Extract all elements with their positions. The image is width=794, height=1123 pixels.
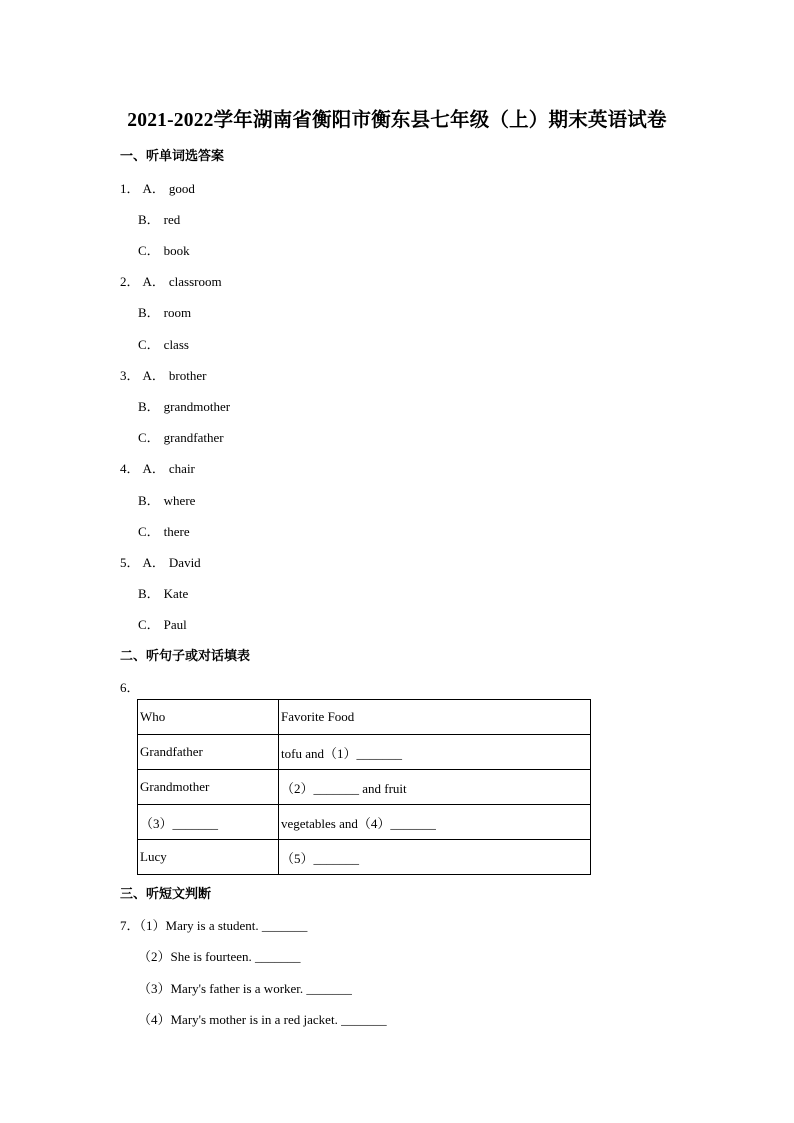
question-4-option-b (138, 490, 195, 509)
option-letter: C． (138, 243, 160, 258)
section-3-heading: 三、听短文判断 (120, 886, 212, 901)
question-5-option-c (138, 614, 187, 633)
option-letter: A． (142, 461, 165, 476)
option-text: book (163, 243, 190, 258)
statement-item-3: （3）Mary's father is a worker. _______ (138, 981, 352, 996)
table-row (138, 770, 591, 805)
question-3 (120, 365, 206, 384)
exam-title: 2021-2022学年湖南省衡阳市衡东县七年级（上）期末英语试卷 (127, 110, 667, 131)
option-text: there (163, 524, 190, 539)
option-letter: B． (138, 586, 160, 601)
statement-item-2: （2）She is fourteen. _______ (138, 949, 301, 964)
question-5-option-b (138, 583, 188, 602)
question-3-option-c (138, 427, 224, 446)
option-text: good (168, 181, 195, 196)
option-letter: C． (138, 617, 160, 632)
option-text: David (168, 555, 201, 570)
option-letter: A． (142, 555, 165, 570)
option-text: Kate (163, 586, 189, 601)
table-cell: Grandmother (138, 770, 279, 805)
question-3-option-b (138, 396, 230, 415)
question-number: 1． (120, 181, 140, 196)
option-text: brother (168, 368, 207, 383)
question-number: 2． (120, 274, 140, 289)
option-letter: A． (142, 181, 165, 196)
table-cell: （5）_______ (279, 840, 591, 875)
question-number: 7． (120, 918, 140, 933)
table-row (138, 735, 591, 770)
option-letter: C． (138, 337, 160, 352)
option-letter: B． (138, 493, 160, 508)
table-cell: vegetables and（4）_______ (279, 805, 591, 840)
question-1-option-b (138, 209, 180, 228)
question-4 (120, 458, 195, 477)
option-letter: A． (142, 274, 165, 289)
table-cell: tofu and（1）_______ (279, 735, 591, 770)
option-text: chair (168, 461, 195, 476)
table-row (138, 805, 591, 840)
question-4-option-c (138, 521, 190, 540)
option-text: Paul (163, 617, 187, 632)
section-2-heading: 二、听句子或对话填表 (120, 648, 251, 663)
table-cell: （2）_______ and fruit (279, 770, 591, 805)
option-letter: B． (138, 399, 160, 414)
question-5 (120, 552, 201, 571)
question-6-number: 6． (120, 680, 140, 695)
section-1-heading: 一、听单词选答案 (120, 148, 225, 163)
option-letter: B． (138, 212, 160, 227)
option-letter: A． (142, 368, 165, 383)
statement-item: （1）Mary is a student. _______ (139, 918, 308, 933)
option-text: class (163, 337, 189, 352)
table-cell: Grandfather (138, 735, 279, 770)
question-2-option-c (138, 334, 189, 353)
table-header-row (138, 700, 591, 735)
statement-item-4: （4）Mary's mother is in a red jacket. _______ (138, 1012, 387, 1027)
question-1 (120, 178, 195, 197)
question-number: 3． (120, 368, 140, 383)
option-text: red (163, 212, 181, 227)
option-text: classroom (168, 274, 222, 289)
favorite-food-table (137, 699, 591, 875)
table-header-cell: Who (138, 700, 279, 735)
option-text: where (163, 493, 196, 508)
option-text: grandfather (163, 430, 224, 445)
table-cell: Lucy (138, 840, 279, 875)
question-number: 4． (120, 461, 140, 476)
option-letter: C． (138, 524, 160, 539)
option-letter: C． (138, 430, 160, 445)
option-letter: B． (138, 305, 160, 320)
question-7 (120, 915, 307, 934)
question-2 (120, 271, 222, 290)
table-header-cell: Favorite Food (279, 700, 591, 735)
option-text: room (163, 305, 192, 320)
table-cell: （3）_______ (138, 805, 279, 840)
question-number: 5． (120, 555, 140, 570)
option-text: grandmother (163, 399, 231, 414)
question-2-option-b (138, 302, 191, 321)
question-1-option-c (138, 240, 190, 259)
table-row (138, 840, 591, 875)
